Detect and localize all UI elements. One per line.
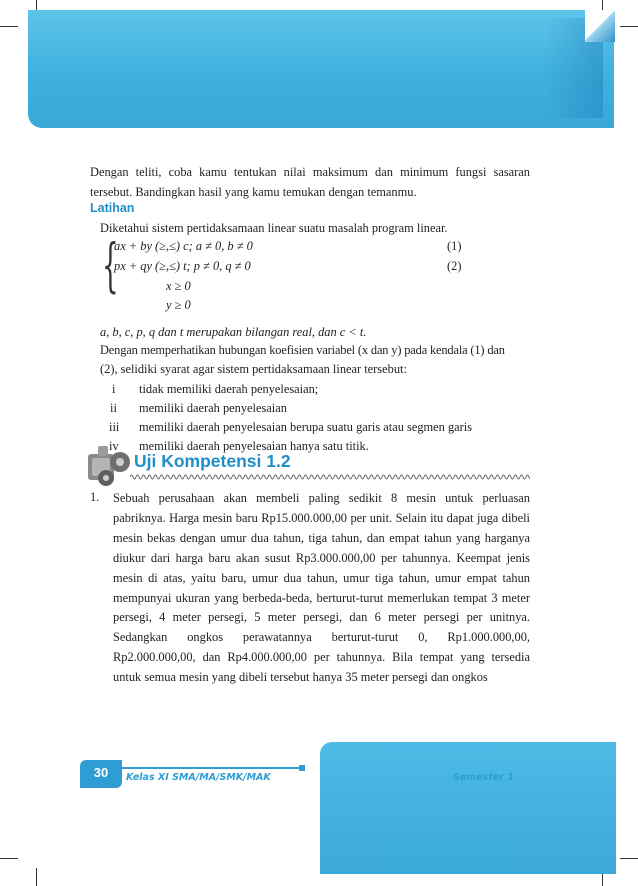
wavy-divider xyxy=(130,472,530,482)
list-item-text: memiliki daerah penyelesaian xyxy=(139,401,287,415)
system-equation-4: y ≥ 0 xyxy=(166,298,191,312)
footer-decoration-box xyxy=(320,742,616,874)
footer-rule-end xyxy=(299,765,305,771)
footer-book-title: Kelas XI SMA/MA/SMK/MAK xyxy=(126,772,271,783)
system-equation-2: px + qy (≥,≤) t; p ≠ 0, q ≠ 0 xyxy=(114,259,251,273)
crop-mark xyxy=(0,858,18,859)
system-equation-2-number: (2) xyxy=(447,259,462,273)
page-number: 30 xyxy=(80,760,122,788)
footer-semester: Semester 1 xyxy=(453,772,514,783)
question-text: Sebuah perusahaan akan membeli paling sedikit 8 mesin untuk perluasan pabriknya. Harga mesin baru Rp15.000.000,00 per unit. Selain itu dapat juga dibeli mesin bekas dengan umur dua tahun, tiga tahun, dan empat tahun yang harganya diukur dari harga baru akan susut Rp3.000.000,00 per tahunnya. Keempat jenis mesin di atas, yaitu baru, umur dua tahun, umur tiga tahun, umur empat tahun mempunyai ukuran yang berbeda-beda, berturut-turut memerlukan tempat 3 meter persegi, 4 meter persegi, 5 meter persegi, dan 6 meter persegi per unitnya. Sedangkan ongkos perawatannya berturut-turut 0, Rp1.000.000,00, Rp2.000.000,00, dan Rp4.000.000,00 per tahunnya. Bila tempat yang tersedia untuk semua mesin yang dibeli tersebut hanya 35 meter persegi dan ongkos xyxy=(113,491,530,685)
uji-kompetensi-title: Uji Kompetensi 1.2 xyxy=(134,451,291,471)
system-equation-3: x ≥ 0 xyxy=(166,279,191,293)
list-item-text: tidak memiliki daerah penyelesaian; xyxy=(139,382,319,396)
system-equation-1-number: (1) xyxy=(447,239,462,253)
crop-mark xyxy=(620,26,638,27)
header-banner xyxy=(28,10,614,128)
list-item-text: memiliki daerah penyelesaian berupa suatu garis atau segmen garis xyxy=(139,420,473,434)
list-item-number: i xyxy=(112,382,116,396)
crop-mark xyxy=(620,858,638,859)
list-item-number: ii xyxy=(110,401,117,415)
latihan-heading: Latihan xyxy=(90,201,135,215)
list-item-number: iv xyxy=(109,439,119,453)
crop-mark xyxy=(36,868,37,886)
latihan-task-line-1: Dengan memperhatikan hubungan koefisien variabel (x dan y) pada kendala (1) dan xyxy=(100,343,505,357)
latihan-lead: Diketahui sistem pertidaksamaan linear suatu masalah program linear. xyxy=(100,221,448,235)
page-curl-decoration xyxy=(585,10,615,42)
system-equation-1: ax + by (≥,≤) c; a ≠ 0, b ≠ 0 xyxy=(114,239,253,253)
list-item-number: iii xyxy=(109,420,120,434)
intro-paragraph: Dengan teliti, coba kamu tentukan nilai maksimum dan minimum fungsi sasaran tersebut. Bandingkan hasil yang kamu temukan dengan temanmu. xyxy=(90,165,530,199)
system-brace: { xyxy=(102,231,119,299)
latihan-task-line-2: (2), selidiki syarat agar sistem pertidaksamaan linear tersebut: xyxy=(100,362,407,376)
list-item-text: memiliki daerah penyelesaian hanya satu titik. xyxy=(139,439,369,453)
latihan-note: a, b, c, p, q dan t merupakan bilangan real, dan c < t. xyxy=(100,325,367,339)
crop-mark xyxy=(0,26,18,27)
footer-rule xyxy=(120,767,300,769)
question-number: 1. xyxy=(90,490,100,504)
puzzle-gears-icon xyxy=(84,444,134,488)
